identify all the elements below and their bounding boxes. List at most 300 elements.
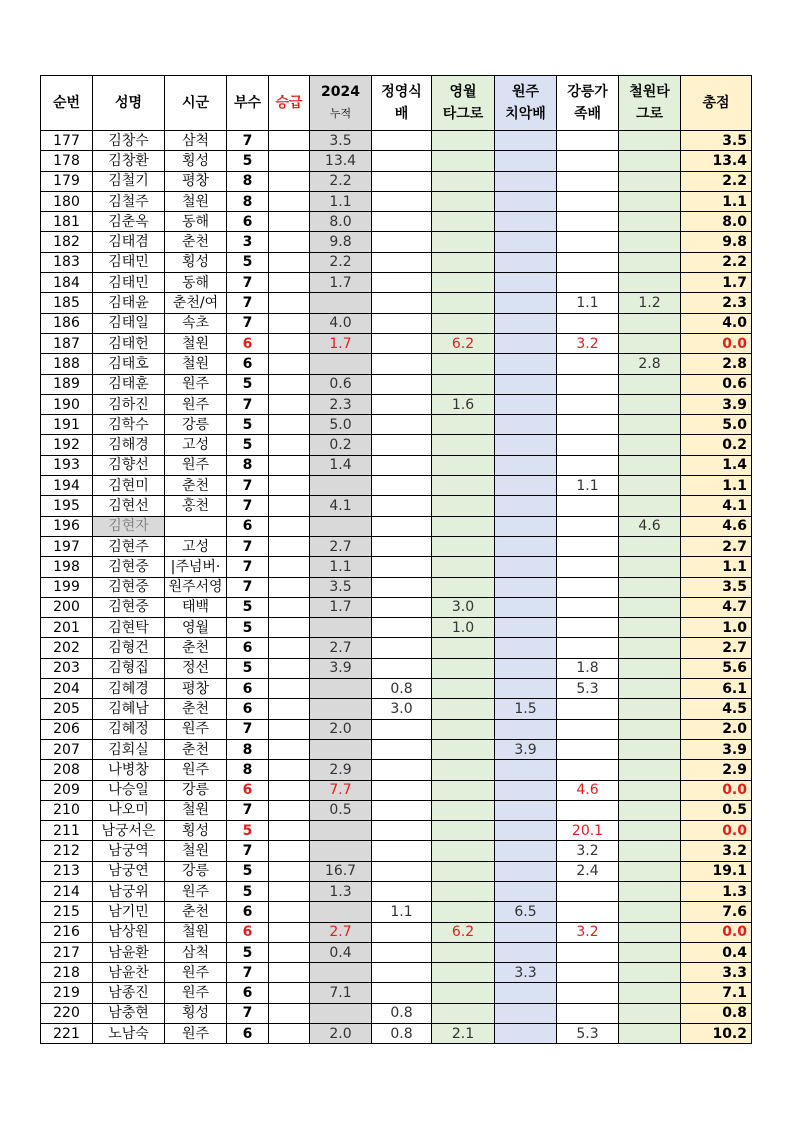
- cell-cw: [619, 963, 681, 983]
- cell-num: 186: [41, 313, 93, 333]
- cell-num: 205: [41, 699, 93, 719]
- cell-name: 김하진: [93, 394, 165, 414]
- cell-promo: [269, 151, 310, 171]
- cell-total: 0.0: [681, 780, 752, 800]
- table-row: [41, 881, 752, 901]
- cell-cw: [619, 151, 681, 171]
- cell-gr: [557, 638, 619, 658]
- cell-promo: [269, 354, 310, 374]
- cell-jung: [372, 536, 432, 556]
- cell-2024: [310, 516, 372, 536]
- cell-yw: [432, 252, 495, 272]
- cell-wj: [495, 313, 557, 333]
- cell-jung: [372, 516, 432, 536]
- cell-city: 철원: [165, 841, 227, 861]
- cell-bu: 6: [227, 333, 269, 353]
- cell-total: 1.0: [681, 618, 752, 638]
- cell-total: 2.9: [681, 760, 752, 780]
- table-row: [41, 455, 752, 475]
- cell-wj: [495, 536, 557, 556]
- cell-wj: [495, 1024, 557, 1044]
- table-row: [41, 780, 752, 800]
- cell-yw: [432, 354, 495, 374]
- cell-jung: [372, 131, 432, 151]
- cell-promo: [269, 374, 310, 394]
- cell-cw: [619, 841, 681, 861]
- cell-gr: [557, 354, 619, 374]
- cell-city: 고성: [165, 536, 227, 556]
- cell-gr: 1.1: [557, 293, 619, 313]
- cell-num: 200: [41, 597, 93, 617]
- cell-2024: 16.7: [310, 861, 372, 881]
- cell-gr: [557, 435, 619, 455]
- table-row: [41, 719, 752, 739]
- cell-num: 202: [41, 638, 93, 658]
- cell-bu: 5: [227, 252, 269, 272]
- cell-num: 191: [41, 415, 93, 435]
- header-num: 순번: [41, 76, 93, 131]
- cell-promo: [269, 131, 310, 151]
- cell-yw: 3.0: [432, 597, 495, 617]
- table-row: [41, 394, 752, 414]
- cell-2024: 1.7: [310, 333, 372, 353]
- cell-name: 김회실: [93, 739, 165, 759]
- cell-promo: [269, 902, 310, 922]
- cell-jung: [372, 922, 432, 942]
- cell-city: 강릉: [165, 415, 227, 435]
- cell-yw: [432, 739, 495, 759]
- cell-2024: 0.6: [310, 374, 372, 394]
- cell-num: 188: [41, 354, 93, 374]
- cell-num: 195: [41, 496, 93, 516]
- table-row: [41, 963, 752, 983]
- header-bu: 부수: [227, 76, 269, 131]
- cell-num: 213: [41, 861, 93, 881]
- cell-wj: [495, 780, 557, 800]
- cell-cw: [619, 597, 681, 617]
- cell-2024: [310, 963, 372, 983]
- cell-total: 2.7: [681, 536, 752, 556]
- cell-2024: [310, 354, 372, 374]
- cell-city: 원주서영: [165, 577, 227, 597]
- cell-total: 3.2: [681, 841, 752, 861]
- cell-wj: [495, 131, 557, 151]
- cell-name: 김태겸: [93, 232, 165, 252]
- cell-2024: 2.0: [310, 719, 372, 739]
- cell-num: 179: [41, 171, 93, 191]
- cell-promo: [269, 739, 310, 759]
- cell-total: 2.7: [681, 638, 752, 658]
- cell-num: 218: [41, 963, 93, 983]
- cell-gr: [557, 191, 619, 211]
- cell-name: 남기민: [93, 902, 165, 922]
- cell-2024: 5.0: [310, 415, 372, 435]
- header-jung-line2: 배: [394, 106, 409, 122]
- cell-promo: [269, 963, 310, 983]
- cell-promo: [269, 861, 310, 881]
- cell-gr: [557, 760, 619, 780]
- cell-city: 원주: [165, 963, 227, 983]
- cell-promo: [269, 699, 310, 719]
- cell-wj: 1.5: [495, 699, 557, 719]
- cell-promo: [269, 455, 310, 475]
- cell-gr: [557, 699, 619, 719]
- cell-cw: [619, 131, 681, 151]
- cell-cw: [619, 699, 681, 719]
- table-row: [41, 942, 752, 962]
- table-row: [41, 273, 752, 293]
- cell-name: 김현선: [93, 496, 165, 516]
- cell-cw: [619, 577, 681, 597]
- cell-gr: 5.3: [557, 679, 619, 699]
- cell-name: 남윤찬: [93, 963, 165, 983]
- cell-city: 평창: [165, 171, 227, 191]
- table-row: [41, 922, 752, 942]
- cell-yw: [432, 942, 495, 962]
- cell-city: 춘천: [165, 638, 227, 658]
- cell-name: 김현탁: [93, 618, 165, 638]
- cell-wj: [495, 557, 557, 577]
- cell-name: 남충현: [93, 1003, 165, 1023]
- cell-yw: [432, 435, 495, 455]
- cell-bu: 7: [227, 536, 269, 556]
- cell-num: 184: [41, 273, 93, 293]
- cell-bu: 7: [227, 496, 269, 516]
- cell-promo: [269, 679, 310, 699]
- table-row: [41, 435, 752, 455]
- cell-total: 0.4: [681, 942, 752, 962]
- cell-gr: [557, 557, 619, 577]
- cell-wj: [495, 821, 557, 841]
- cell-total: 2.2: [681, 171, 752, 191]
- cell-yw: [432, 821, 495, 841]
- cell-gr: [557, 415, 619, 435]
- cell-promo: [269, 800, 310, 820]
- cell-total: 10.2: [681, 1024, 752, 1044]
- cell-total: 3.9: [681, 394, 752, 414]
- cell-city: 원주: [165, 983, 227, 1003]
- cell-promo: [269, 881, 310, 901]
- cell-wj: [495, 679, 557, 699]
- cell-2024: 2.7: [310, 922, 372, 942]
- cell-jung: [372, 719, 432, 739]
- cell-total: 13.4: [681, 151, 752, 171]
- cell-gr: [557, 902, 619, 922]
- cell-num: 193: [41, 455, 93, 475]
- cell-promo: [269, 496, 310, 516]
- cell-num: 183: [41, 252, 93, 272]
- cell-bu: 5: [227, 435, 269, 455]
- cell-name: 김현주: [93, 536, 165, 556]
- cell-yw: [432, 232, 495, 252]
- cell-num: 211: [41, 821, 93, 841]
- header-jung: [372, 76, 432, 131]
- table-row: [41, 476, 752, 496]
- cell-name: 김태일: [93, 313, 165, 333]
- table-row: [41, 618, 752, 638]
- cell-wj: [495, 171, 557, 191]
- cell-name: 남상원: [93, 922, 165, 942]
- cell-wj: [495, 151, 557, 171]
- cell-promo: [269, 1024, 310, 1044]
- cell-total: 3.5: [681, 577, 752, 597]
- cell-gr: [557, 394, 619, 414]
- cell-num: 192: [41, 435, 93, 455]
- header-city: 시군: [165, 76, 227, 131]
- cell-promo: [269, 658, 310, 678]
- cell-jung: [372, 739, 432, 759]
- cell-city: 원주: [165, 374, 227, 394]
- cell-city: 춘천/여: [165, 293, 227, 313]
- cell-yw: [432, 374, 495, 394]
- cell-gr: 3.2: [557, 841, 619, 861]
- cell-bu: 8: [227, 171, 269, 191]
- cell-gr: [557, 800, 619, 820]
- cell-city: 철원: [165, 191, 227, 211]
- cell-jung: [372, 658, 432, 678]
- cell-total: 0.6: [681, 374, 752, 394]
- cell-city: 원주: [165, 760, 227, 780]
- cell-city: 강릉: [165, 780, 227, 800]
- cell-name: 남궁서은: [93, 821, 165, 841]
- cell-total: 0.0: [681, 333, 752, 353]
- cell-2024: 2.2: [310, 171, 372, 191]
- cell-name: 나승일: [93, 780, 165, 800]
- cell-wj: [495, 983, 557, 1003]
- cell-jung: [372, 881, 432, 901]
- cell-yw: [432, 963, 495, 983]
- cell-bu: 7: [227, 313, 269, 333]
- cell-gr: 20.1: [557, 821, 619, 841]
- cell-promo: [269, 293, 310, 313]
- cell-gr: [557, 881, 619, 901]
- cell-city: 원주: [165, 881, 227, 901]
- header-cw-line2: 그로: [635, 106, 664, 122]
- cell-2024: [310, 841, 372, 861]
- cell-bu: 7: [227, 719, 269, 739]
- cell-gr: [557, 983, 619, 1003]
- cell-yw: [432, 516, 495, 536]
- cell-cw: [619, 821, 681, 841]
- cell-cw: [619, 496, 681, 516]
- cell-name: 김태헌: [93, 333, 165, 353]
- cell-jung: [372, 232, 432, 252]
- cell-city: 속초: [165, 313, 227, 333]
- cell-jung: 0.8: [372, 1024, 432, 1044]
- cell-bu: 5: [227, 618, 269, 638]
- cell-2024: 0.4: [310, 942, 372, 962]
- cell-num: 212: [41, 841, 93, 861]
- cell-yw: [432, 719, 495, 739]
- cell-num: 181: [41, 212, 93, 232]
- cell-gr: 4.6: [557, 780, 619, 800]
- cell-total: 3.5: [681, 131, 752, 151]
- cell-jung: [372, 455, 432, 475]
- cell-name: 남궁위: [93, 881, 165, 901]
- cell-cw: [619, 171, 681, 191]
- cell-total: 1.4: [681, 455, 752, 475]
- cell-2024: 0.5: [310, 800, 372, 820]
- cell-cw: [619, 435, 681, 455]
- cell-yw: [432, 1003, 495, 1023]
- cell-gr: 5.3: [557, 1024, 619, 1044]
- cell-gr: [557, 455, 619, 475]
- cell-name: 남윤환: [93, 942, 165, 962]
- table-row: [41, 841, 752, 861]
- cell-gr: [557, 313, 619, 333]
- cell-promo: [269, 313, 310, 333]
- table-row: [41, 577, 752, 597]
- cell-wj: [495, 597, 557, 617]
- cell-2024: 2.2: [310, 252, 372, 272]
- cell-name: 김현자: [93, 516, 165, 536]
- cell-2024: [310, 1003, 372, 1023]
- table-row: [41, 191, 752, 211]
- cell-wj: [495, 618, 557, 638]
- cell-2024: [310, 902, 372, 922]
- cell-bu: 6: [227, 983, 269, 1003]
- cell-name: 김혜정: [93, 719, 165, 739]
- cell-wj: [495, 658, 557, 678]
- cell-cw: [619, 252, 681, 272]
- cell-gr: [557, 942, 619, 962]
- cell-cw: [619, 739, 681, 759]
- cell-num: 189: [41, 374, 93, 394]
- cell-num: 209: [41, 780, 93, 800]
- cell-jung: [372, 313, 432, 333]
- cell-cw: [619, 536, 681, 556]
- cell-name: 김해경: [93, 435, 165, 455]
- cell-promo: [269, 273, 310, 293]
- cell-bu: 6: [227, 516, 269, 536]
- cell-num: 207: [41, 739, 93, 759]
- cell-cw: [619, 902, 681, 922]
- header-jung-line1: 정영식: [381, 84, 422, 100]
- cell-cw: [619, 861, 681, 881]
- cell-2024: [310, 739, 372, 759]
- cell-name: 김현미: [93, 476, 165, 496]
- cell-jung: [372, 618, 432, 638]
- table-row: [41, 699, 752, 719]
- cell-bu: 6: [227, 922, 269, 942]
- cell-promo: [269, 212, 310, 232]
- cell-jung: [372, 821, 432, 841]
- cell-gr: [557, 739, 619, 759]
- cell-2024: 2.7: [310, 638, 372, 658]
- cell-2024: 8.0: [310, 212, 372, 232]
- cell-city: 춘천: [165, 699, 227, 719]
- cell-promo: [269, 476, 310, 496]
- cell-total: 4.6: [681, 516, 752, 536]
- header-wj-line2: 치악배: [505, 106, 546, 122]
- cell-jung: [372, 983, 432, 1003]
- cell-num: 198: [41, 557, 93, 577]
- cell-name: 김태호: [93, 354, 165, 374]
- cell-gr: [557, 131, 619, 151]
- cell-wj: [495, 435, 557, 455]
- cell-2024: 0.2: [310, 435, 372, 455]
- cell-wj: [495, 1003, 557, 1023]
- cell-promo: [269, 516, 310, 536]
- cell-gr: [557, 618, 619, 638]
- cell-promo: [269, 191, 310, 211]
- cell-city: 태백: [165, 597, 227, 617]
- cell-2024: 2.0: [310, 1024, 372, 1044]
- cell-yw: [432, 131, 495, 151]
- cell-yw: [432, 536, 495, 556]
- cell-promo: [269, 394, 310, 414]
- cell-city: 삼척: [165, 942, 227, 962]
- cell-yw: 1.0: [432, 618, 495, 638]
- cell-yw: [432, 151, 495, 171]
- cell-bu: 5: [227, 881, 269, 901]
- header-wj: [495, 76, 557, 131]
- cell-num: 178: [41, 151, 93, 171]
- cell-num: 216: [41, 922, 93, 942]
- cell-jung: [372, 435, 432, 455]
- table-row: [41, 638, 752, 658]
- cell-city: 춘천: [165, 232, 227, 252]
- cell-city: 삼척: [165, 131, 227, 151]
- cell-wj: [495, 333, 557, 353]
- cell-city: 고성: [165, 435, 227, 455]
- cell-2024: 2.7: [310, 536, 372, 556]
- cell-jung: [372, 212, 432, 232]
- cell-name: 김창수: [93, 131, 165, 151]
- cell-jung: [372, 476, 432, 496]
- cell-bu: 7: [227, 963, 269, 983]
- cell-bu: 6: [227, 638, 269, 658]
- table-row: [41, 902, 752, 922]
- cell-yw: [432, 557, 495, 577]
- cell-promo: [269, 415, 310, 435]
- cell-bu: 7: [227, 476, 269, 496]
- cell-2024: 7.1: [310, 983, 372, 1003]
- cell-jung: [372, 760, 432, 780]
- cell-jung: [372, 333, 432, 353]
- cell-wj: 6.5: [495, 902, 557, 922]
- cell-gr: [557, 536, 619, 556]
- cell-2024: 3.5: [310, 577, 372, 597]
- cell-bu: 5: [227, 942, 269, 962]
- cell-bu: 6: [227, 354, 269, 374]
- header-yw-line2: 타그로: [442, 106, 484, 122]
- cell-bu: 7: [227, 394, 269, 414]
- table-row: [41, 536, 752, 556]
- table-row: [41, 1024, 752, 1044]
- cell-jung: [372, 780, 432, 800]
- cell-gr: [557, 252, 619, 272]
- table-row: [41, 313, 752, 333]
- cell-name: 김현중: [93, 557, 165, 577]
- cell-city: 원주: [165, 394, 227, 414]
- cell-name: 김창환: [93, 151, 165, 171]
- cell-2024: 1.7: [310, 597, 372, 617]
- cell-name: 김혜경: [93, 679, 165, 699]
- cell-cw: [619, 273, 681, 293]
- cell-cw: [619, 232, 681, 252]
- cell-promo: [269, 333, 310, 353]
- cell-name: 김현중: [93, 577, 165, 597]
- cell-yw: [432, 313, 495, 333]
- cell-bu: 5: [227, 374, 269, 394]
- cell-bu: 6: [227, 699, 269, 719]
- cell-cw: [619, 333, 681, 353]
- cell-wj: [495, 476, 557, 496]
- cell-yw: [432, 800, 495, 820]
- cell-gr: 2.4: [557, 861, 619, 881]
- cell-num: 215: [41, 902, 93, 922]
